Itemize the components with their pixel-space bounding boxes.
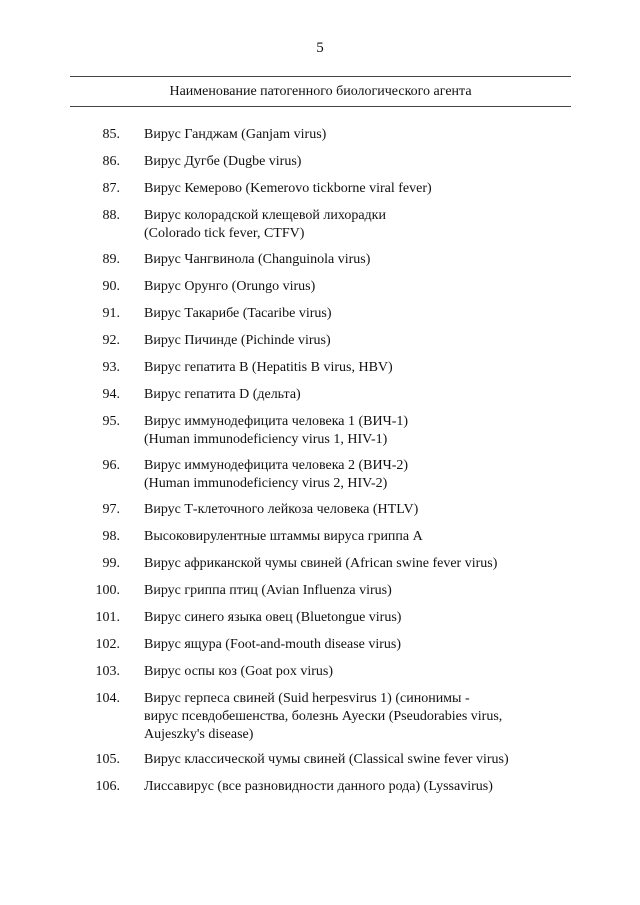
item-text (144, 501, 574, 519)
item-number: 105. (95, 752, 120, 767)
item-number: 94. (102, 387, 120, 402)
item-number: 106. (95, 779, 120, 794)
item-number: 103. (95, 664, 120, 679)
header-top-rule (70, 76, 571, 77)
item-text (144, 636, 574, 654)
item-number: 100. (95, 583, 120, 598)
item-text (144, 582, 574, 600)
item-text-line: Вирус Такарибе (Tacaribe virus) (144, 306, 332, 321)
item-number: 99. (102, 556, 120, 571)
item-text (144, 555, 574, 573)
page-number: 5 (316, 40, 324, 56)
item-number: 93. (102, 360, 120, 375)
item-text-line: Вирус африканской чумы свиней (African swine fever virus) (144, 556, 498, 571)
item-text-line: Лиссавирус (все разновидности данного рода) (Lyssavirus) (144, 779, 493, 794)
item-text (144, 386, 574, 404)
item-number: 91. (102, 306, 120, 321)
item-text-line: Вирус герпеса свиней (Suid herpesvirus 1) (синонимы - (144, 691, 470, 706)
item-number: 95. (102, 414, 120, 429)
item-number: 98. (102, 529, 120, 544)
item-text (144, 251, 574, 269)
item-text (144, 457, 574, 493)
item-text-line: Вирус оспы коз (Goat pox virus) (144, 664, 333, 679)
item-text (144, 207, 574, 243)
item-text-line: Высоковирулентные штаммы вируса гриппа А (144, 529, 423, 544)
table-header-title: Наименование патогенного биологического агента (169, 84, 472, 99)
item-number: 97. (102, 502, 120, 517)
item-text-line: Вирус иммунодефицита человека 2 (ВИЧ-2) (144, 458, 409, 473)
item-text-line: Aujeszky's disease) (144, 727, 254, 742)
item-text (144, 751, 574, 769)
item-text (144, 153, 574, 171)
item-text-line: Вирус Пичинде (Pichinde virus) (144, 333, 331, 348)
item-number: 101. (95, 610, 120, 625)
item-text (144, 690, 574, 744)
item-text-line: Вирус гепатита D (дельта) (144, 387, 301, 402)
item-text (144, 278, 574, 296)
item-number: 90. (102, 279, 120, 294)
item-text-line: Вирус Дугбе (Dugbe virus) (144, 154, 302, 169)
item-text-line: Вирус гепатита B (Hepatitis B virus, HBV) (144, 360, 393, 375)
item-text-line: (Human immunodeficiency virus 1, HIV-1) (144, 432, 388, 447)
item-text-line: (Human immunodeficiency virus 2, HIV-2) (144, 476, 388, 491)
item-text (144, 126, 574, 144)
item-text-line: Вирус колорадской клещевой лихорадки (144, 208, 386, 223)
item-text (144, 609, 574, 627)
item-text (144, 305, 574, 323)
header-bottom-rule (70, 106, 571, 107)
item-text-line: Вирус гриппа птиц (Avian Influenza virus) (144, 583, 392, 598)
item-text (144, 359, 574, 377)
item-text-line: Вирус Орунго (Orungo virus) (144, 279, 316, 294)
item-text-line: Вирус Чангвинола (Changuinola virus) (144, 252, 371, 267)
item-text-line: Вирус ящура (Foot-and-mouth disease virus) (144, 637, 402, 652)
item-text (144, 332, 574, 350)
item-number: 88. (102, 208, 120, 223)
item-text-line: Вирус Т-клеточного лейкоза человека (HTLV) (144, 502, 419, 517)
item-text-line: Вирус классической чумы свиней (Classical swine fever virus) (144, 752, 509, 767)
item-number: 85. (102, 127, 120, 142)
item-number: 96. (102, 458, 120, 473)
item-text-line: Вирус синего языка овец (Bluetongue virus) (144, 610, 402, 625)
item-text-line: (Colorado tick fever, CTFV) (144, 226, 305, 241)
item-number: 102. (95, 637, 120, 652)
item-text (144, 663, 574, 681)
item-number: 89. (102, 252, 120, 267)
item-text-line: Вирус иммунодефицита человека 1 (ВИЧ-1) (144, 414, 409, 429)
item-text (144, 180, 574, 198)
item-number: 92. (102, 333, 120, 348)
item-number: 104. (95, 691, 120, 706)
item-text-line: вирус псевдобешенства, болезнь Ауески (Pseudorabies virus, (144, 709, 503, 724)
item-text (144, 413, 574, 449)
item-text-line: Вирус Кемерово (Kemerovo tickborne viral fever) (144, 181, 432, 196)
item-number: 87. (102, 181, 120, 196)
item-text (144, 778, 574, 796)
item-number: 86. (102, 154, 120, 169)
item-text (144, 528, 574, 546)
item-text-line: Вирус Ганджам (Ganjam virus) (144, 127, 327, 142)
